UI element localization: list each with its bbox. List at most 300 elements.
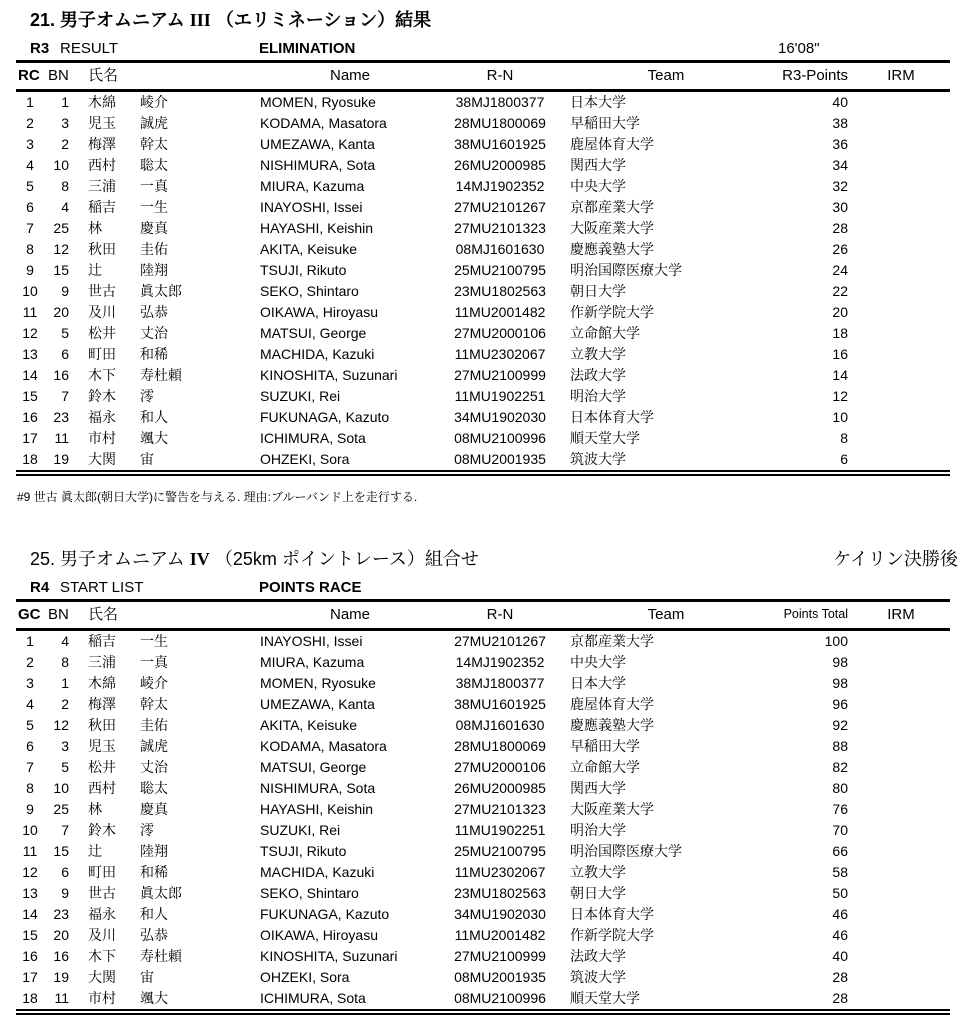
rank-cell: 18 (22, 451, 38, 467)
name-cell: KINOSHITA, Suzunari (260, 367, 398, 383)
col-header-team: Team (647, 606, 685, 623)
rn-code-cell: 27MU2100999 (454, 948, 546, 964)
bib-number-cell: 12 (53, 717, 69, 733)
rank-cell: 18 (22, 990, 38, 1006)
points-cell: 58 (832, 864, 848, 880)
irm-cell (852, 757, 950, 778)
rank-cell: 9 (26, 262, 34, 278)
team-cell: 筑波大学 (570, 969, 626, 985)
irm-cell (852, 386, 950, 407)
name-cell: KINOSHITA, Suzunari (260, 948, 398, 964)
points-cell: 14 (832, 367, 848, 383)
name-cell: OIKAWA, Hiroyasu (260, 304, 378, 320)
family-name-cell: 辻 (88, 843, 102, 859)
rank-cell: 6 (26, 199, 34, 215)
section-title-text: 男子オムニアム (60, 549, 190, 569)
irm-cell (852, 673, 950, 694)
table-row (16, 631, 950, 652)
bib-number-cell: 15 (53, 843, 69, 859)
rank-cell: 12 (22, 325, 38, 341)
team-cell: 慶應義塾大学 (570, 241, 654, 257)
points-cell: 40 (832, 948, 848, 964)
table-row (16, 176, 950, 197)
family-name-cell: 大関 (88, 969, 116, 985)
rank-cell: 16 (22, 409, 38, 425)
table-row (16, 407, 950, 428)
points-cell: 10 (832, 409, 848, 425)
name-cell: INAYOSHI, Issei (260, 633, 363, 649)
points-cell: 70 (832, 822, 848, 838)
team-cell: 作新学院大学 (570, 927, 654, 943)
given-name-cell: 一生 (140, 633, 168, 649)
table-row (16, 302, 950, 323)
rn-code-cell: 11MU2302067 (454, 864, 546, 880)
race-time: 16'08" (778, 40, 820, 57)
rn-code-cell: 38MJ1800377 (455, 94, 545, 110)
rank-cell: 10 (22, 283, 38, 299)
table-row (16, 239, 950, 260)
irm-cell (852, 925, 950, 946)
rn-code-cell: 08MJ1601630 (455, 717, 545, 733)
points-cell: 50 (832, 885, 848, 901)
rank-cell: 12 (22, 864, 38, 880)
rn-code-cell: 11MU2001482 (454, 927, 546, 943)
name-cell: SEKO, Shintaro (260, 283, 359, 299)
points-cell: 82 (832, 759, 848, 775)
irm-cell (852, 134, 950, 155)
name-cell: ICHIMURA, Sota (260, 990, 366, 1006)
rank-cell: 9 (26, 801, 34, 817)
points-cell: 20 (832, 304, 848, 320)
team-cell: 日本大学 (570, 675, 626, 691)
name-cell: SEKO, Shintaro (260, 885, 359, 901)
team-cell: 早稲田大学 (570, 115, 640, 131)
family-name-cell: 西村 (88, 157, 116, 173)
bib-number-cell: 15 (53, 262, 69, 278)
given-name-cell: 圭佑 (140, 717, 168, 733)
given-name-cell: 丈治 (140, 325, 168, 341)
family-name-cell: 世古 (88, 885, 116, 901)
given-name-cell: 一真 (140, 654, 168, 670)
table-row (16, 946, 950, 967)
points-cell: 46 (832, 906, 848, 922)
team-cell: 早稲田大学 (570, 738, 640, 754)
rank-cell: 6 (26, 738, 34, 754)
points-cell: 26 (832, 241, 848, 257)
rn-code-cell: 27MU2101267 (454, 633, 546, 649)
rn-code-cell: 11MU2001482 (454, 304, 546, 320)
col-header-bib-number: BN (48, 606, 69, 623)
table-row (16, 967, 950, 988)
family-name-cell: 梅澤 (88, 696, 116, 712)
irm-cell (852, 302, 950, 323)
section-number: 21. (30, 10, 56, 30)
given-name-cell: 誠虎 (140, 738, 168, 754)
table-row (16, 988, 950, 1009)
warning-note: #9 世古 眞太郎(朝日大学)に警告を与える. 理由:ブルーバンド上を走行する. (17, 490, 418, 504)
family-name-cell: 市村 (88, 990, 116, 1006)
table-row (16, 323, 950, 344)
table-row (16, 883, 950, 904)
rank-cell: 7 (26, 759, 34, 775)
irm-cell (852, 799, 950, 820)
given-name-cell: 澪 (140, 822, 154, 838)
rn-code-cell: 28MU1800069 (454, 115, 546, 131)
given-name-cell: 弘恭 (140, 304, 168, 320)
name-cell: UMEZAWA, Kanta (260, 136, 375, 152)
rn-code-cell: 27MU2101323 (454, 801, 546, 817)
team-cell: 立命館大学 (570, 759, 640, 775)
given-name-cell: 眞太郎 (140, 885, 182, 901)
name-cell: TSUJI, Rikuto (260, 262, 347, 278)
col-header-family-name: 氏名 (88, 606, 119, 623)
rank-cell: 14 (22, 906, 38, 922)
name-cell: KODAMA, Masatora (260, 738, 387, 754)
given-name-cell: 和稀 (140, 864, 168, 880)
family-name-cell: 世古 (88, 283, 116, 299)
bib-number-cell: 16 (53, 948, 69, 964)
name-cell: FUKUNAGA, Kazuto (260, 409, 390, 425)
table-row (16, 778, 950, 799)
bib-number-cell: 3 (61, 738, 69, 754)
team-cell: 立命館大学 (570, 325, 640, 341)
irm-cell (852, 449, 950, 470)
given-name-cell: 寿杜頼 (140, 948, 182, 964)
table-row (16, 841, 950, 862)
round-subheader (0, 579, 970, 598)
bib-number-cell: 10 (53, 780, 69, 796)
table-row (16, 449, 950, 470)
rn-code-cell: 08MU2100996 (454, 430, 546, 446)
bib-number-cell: 20 (53, 927, 69, 943)
team-cell: 法政大学 (570, 948, 626, 964)
bib-number-cell: 7 (61, 388, 69, 404)
family-name-cell: 市村 (88, 430, 116, 446)
rank-cell: 3 (26, 675, 34, 691)
points-cell: 34 (832, 157, 848, 173)
team-cell: 日本大学 (570, 94, 626, 110)
rank-cell: 2 (26, 115, 34, 131)
given-name-cell: 和稀 (140, 346, 168, 362)
family-name-cell: 木綿 (88, 94, 116, 110)
rn-code-cell: 38MU1601925 (454, 136, 546, 152)
rn-code-cell: 27MU2101267 (454, 199, 546, 215)
given-name-cell: 幹太 (140, 696, 168, 712)
points-cell: 18 (832, 325, 848, 341)
rn-code-cell: 34MU1902030 (454, 409, 546, 425)
name-cell: NISHIMURA, Sota (260, 780, 376, 796)
points-cell: 88 (832, 738, 848, 754)
rn-code-cell: 08MU2001935 (454, 969, 546, 985)
team-cell: 京都産業大学 (570, 199, 654, 215)
col-header-rank: RC (18, 67, 40, 84)
table-body (16, 631, 950, 1015)
given-name-cell: 眞太郎 (140, 283, 182, 299)
rank-cell: 1 (26, 633, 34, 649)
col-header-irm: IRM (887, 67, 915, 84)
rank-cell: 8 (26, 780, 34, 796)
given-name-cell: 颯大 (140, 430, 168, 446)
bib-number-cell: 4 (61, 199, 69, 215)
name-cell: INAYOSHI, Issei (260, 199, 363, 215)
col-header-rank: GC (18, 606, 41, 623)
irm-cell (852, 988, 950, 1009)
family-name-cell: 木下 (88, 948, 116, 964)
bib-number-cell: 11 (54, 990, 69, 1006)
table-row (16, 344, 950, 365)
round-type: RESULT (60, 40, 119, 57)
bib-number-cell: 8 (61, 654, 69, 670)
irm-cell (852, 239, 950, 260)
col-header-name: Name (329, 606, 370, 623)
team-cell: 大阪産業大学 (570, 220, 654, 236)
irm-cell (852, 155, 950, 176)
points-cell: 100 (824, 633, 848, 649)
family-name-cell: 三浦 (88, 178, 116, 194)
given-name-cell: 和人 (140, 906, 168, 922)
given-name-cell: 宙 (140, 969, 154, 985)
event-name: POINTS RACE (259, 579, 362, 596)
team-cell: 鹿屋体育大学 (570, 136, 654, 152)
irm-cell (852, 883, 950, 904)
table-row (16, 197, 950, 218)
col-header-points: Points Total (783, 607, 848, 621)
given-name-cell: 慶真 (140, 220, 168, 236)
irm-cell (852, 694, 950, 715)
points-cell: 66 (832, 843, 848, 859)
team-cell: 関西大学 (570, 157, 626, 173)
section-title (30, 545, 479, 571)
table-row (16, 736, 950, 757)
points-cell: 40 (832, 94, 848, 110)
bib-number-cell: 1 (61, 675, 69, 691)
table-row (16, 92, 950, 113)
table-row (16, 862, 950, 883)
rn-code-cell: 23MU1802563 (454, 885, 546, 901)
table-row (16, 820, 950, 841)
bib-number-cell: 8 (61, 178, 69, 194)
bib-number-cell: 5 (61, 759, 69, 775)
given-name-cell: 崚介 (140, 675, 168, 691)
name-cell: FUKUNAGA, Kazuto (260, 906, 390, 922)
points-cell: 24 (832, 262, 848, 278)
section-title (30, 6, 431, 32)
name-cell: MIURA, Kazuma (260, 178, 365, 194)
bib-number-cell: 3 (61, 115, 69, 131)
rank-cell: 4 (26, 696, 34, 712)
points-cell: 96 (832, 696, 848, 712)
given-name-cell: 幹太 (140, 136, 168, 152)
irm-cell (852, 652, 950, 673)
name-cell: OHZEKI, Sora (260, 451, 350, 467)
team-cell: 作新学院大学 (570, 304, 654, 320)
given-name-cell: 颯大 (140, 990, 168, 1006)
rn-code-cell: 14MJ1902352 (455, 178, 545, 194)
rn-code-cell: 27MU2101323 (454, 220, 546, 236)
table-row (16, 652, 950, 673)
rank-cell: 7 (26, 220, 34, 236)
table-row (16, 134, 950, 155)
points-cell: 6 (840, 451, 848, 467)
family-name-cell: 木綿 (88, 675, 116, 691)
irm-cell (852, 428, 950, 449)
rn-code-cell: 25MU2100795 (454, 843, 546, 859)
irm-cell (852, 344, 950, 365)
points-cell: 16 (832, 346, 848, 362)
family-name-cell: 松井 (88, 325, 116, 341)
bib-number-cell: 23 (53, 906, 69, 922)
team-cell: 朝日大学 (570, 885, 626, 901)
bib-number-cell: 25 (53, 801, 69, 817)
given-name-cell: 誠虎 (140, 115, 168, 131)
name-cell: AKITA, Keisuke (260, 717, 358, 733)
rank-cell: 5 (26, 178, 34, 194)
given-name-cell: 寿杜頼 (140, 367, 182, 383)
table-row (16, 428, 950, 449)
team-cell: 関西大学 (570, 780, 626, 796)
irm-cell (852, 820, 950, 841)
rn-code-cell: 14MJ1902352 (455, 654, 545, 670)
family-name-cell: 稲吉 (88, 199, 116, 215)
family-name-cell: 児玉 (88, 738, 116, 754)
rn-code-cell: 08MJ1601630 (455, 241, 545, 257)
table-row (16, 694, 950, 715)
bib-number-cell: 10 (53, 157, 69, 173)
name-cell: MIURA, Kazuma (260, 654, 365, 670)
family-name-cell: 及川 (88, 927, 116, 943)
family-name-cell: 稲吉 (88, 633, 116, 649)
given-name-cell: 陸翔 (140, 843, 168, 859)
team-cell: 立教大学 (570, 346, 626, 362)
given-name-cell: 宙 (140, 451, 154, 467)
table-row (16, 365, 950, 386)
given-name-cell: 和人 (140, 409, 168, 425)
bib-number-cell: 6 (61, 346, 69, 362)
table-row (16, 155, 950, 176)
table-row (16, 673, 950, 694)
points-cell: 12 (832, 388, 848, 404)
given-name-cell: 聡太 (140, 780, 168, 796)
rn-code-cell: 25MU2100795 (454, 262, 546, 278)
bib-number-cell: 16 (53, 367, 69, 383)
rn-code-cell: 11MU1902251 (454, 388, 546, 404)
rank-cell: 10 (22, 822, 38, 838)
section-number: 25. (30, 549, 56, 569)
points-cell: 28 (832, 220, 848, 236)
round-type: START LIST (60, 579, 144, 596)
name-cell: MACHIDA, Kazuki (260, 864, 375, 880)
name-cell: MOMEN, Ryosuke (260, 675, 376, 691)
bib-number-cell: 20 (53, 304, 69, 320)
bib-number-cell: 5 (61, 325, 69, 341)
bib-number-cell: 25 (53, 220, 69, 236)
team-cell: 京都産業大学 (570, 633, 654, 649)
name-cell: NISHIMURA, Sota (260, 157, 376, 173)
round-code: R3 (30, 40, 50, 57)
round-subheader (0, 40, 970, 59)
rank-cell: 15 (22, 388, 38, 404)
table-header-row (16, 63, 950, 92)
irm-cell (852, 407, 950, 428)
given-name-cell: 崚介 (140, 94, 168, 110)
team-cell: 順天堂大学 (570, 430, 640, 446)
family-name-cell: 林 (88, 220, 102, 236)
name-cell: SUZUKI, Rei (260, 388, 341, 404)
name-cell: KODAMA, Masatora (260, 115, 387, 131)
rn-code-cell: 27MU2100999 (454, 367, 546, 383)
rn-code-cell: 08MU2001935 (454, 451, 546, 467)
irm-cell (852, 778, 950, 799)
team-cell: 明治大学 (570, 822, 626, 838)
points-cell: 28 (832, 990, 848, 1006)
family-name-cell: 福永 (88, 409, 116, 425)
rank-cell: 13 (22, 346, 38, 362)
rank-cell: 17 (22, 969, 38, 985)
bib-number-cell: 4 (61, 633, 69, 649)
table-row (16, 218, 950, 239)
family-name-cell: 梅澤 (88, 136, 116, 152)
col-header-bib-number: BN (48, 67, 69, 84)
team-cell: 慶應義塾大学 (570, 717, 654, 733)
irm-cell (852, 631, 950, 652)
name-cell: MATSUI, George (260, 325, 367, 341)
bib-number-cell: 11 (54, 430, 69, 446)
family-name-cell: 町田 (88, 346, 116, 362)
irm-cell (852, 197, 950, 218)
given-name-cell: 丈治 (140, 759, 168, 775)
given-name-cell: 聡太 (140, 157, 168, 173)
section-title-suffix: （エリミネーション）結果 (210, 10, 432, 30)
family-name-cell: 木下 (88, 367, 116, 383)
event-name: ELIMINATION (259, 40, 356, 57)
family-name-cell: 林 (88, 801, 102, 817)
name-cell: AKITA, Keisuke (260, 241, 358, 257)
points-cell: 76 (832, 801, 848, 817)
name-cell: HAYASHI, Keishin (260, 220, 374, 236)
table-body (16, 92, 950, 476)
col-header-name: Name (329, 67, 370, 84)
points-race-start-list-table (16, 599, 950, 1015)
given-name-cell: 慶真 (140, 801, 168, 817)
col-header-rn-code: R-N (486, 606, 514, 623)
rn-code-cell: 23MU1802563 (454, 283, 546, 299)
name-cell: ICHIMURA, Sota (260, 430, 366, 446)
family-name-cell: 鈴木 (88, 822, 116, 838)
team-cell: 大阪産業大学 (570, 801, 654, 817)
col-header-points: R3-Points (782, 67, 848, 84)
points-cell: 36 (832, 136, 848, 152)
col-header-team: Team (647, 67, 685, 84)
points-cell: 30 (832, 199, 848, 215)
family-name-cell: 町田 (88, 864, 116, 880)
irm-cell (852, 736, 950, 757)
team-cell: 日本体育大学 (570, 906, 654, 922)
bib-number-cell: 6 (61, 864, 69, 880)
rank-cell: 2 (26, 654, 34, 670)
bib-number-cell: 2 (61, 136, 69, 152)
family-name-cell: 及川 (88, 304, 116, 320)
table-header-row (16, 602, 950, 631)
name-cell: OHZEKI, Sora (260, 969, 350, 985)
col-header-family-name: 氏名 (88, 67, 119, 84)
col-header-rn-code: R-N (486, 67, 514, 84)
irm-cell (852, 862, 950, 883)
irm-cell (852, 176, 950, 197)
irm-cell (852, 365, 950, 386)
rn-code-cell: 08MU2100996 (454, 990, 546, 1006)
irm-cell (852, 841, 950, 862)
bib-number-cell: 1 (61, 94, 69, 110)
